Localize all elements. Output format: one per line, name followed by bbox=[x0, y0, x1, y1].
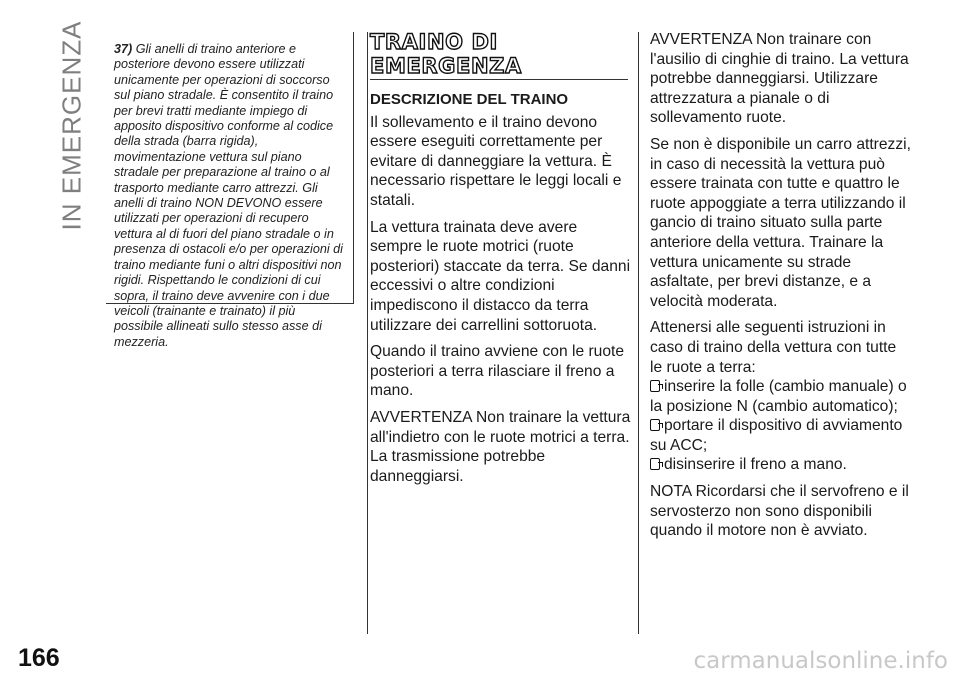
note-paragraph: NOTA Ricordarsi che il servofreno e il servosterzo non sono disponibili quando il motore non è avviato. bbox=[650, 483, 909, 540]
list-item-text: disinserire il freno a mano. bbox=[664, 456, 847, 474]
arrow-bullet-icon bbox=[650, 380, 660, 392]
watermark: carmanualsonline.info bbox=[693, 648, 948, 674]
chapter-side-tab-label: IN EMERGENZA bbox=[56, 20, 87, 230]
section-subheading: DESCRIZIONE DEL TRAINO bbox=[370, 91, 569, 108]
middle-column bbox=[370, 28, 632, 493]
title-underline bbox=[370, 79, 628, 80]
list-item bbox=[650, 455, 912, 475]
list-item-text: inserire la folle (cambio manuale) o la posizione N (cambio automatico); bbox=[650, 378, 907, 415]
paragraph: Quando il traino avviene con le ruote posteriori a terra rilasciare il freno a mano. bbox=[370, 343, 624, 400]
paragraph: Se non è disponibile un carro attrezzi, in caso di necessità la vettura può essere trainata con tutte e quattro le ruote appoggiate a terra utilizzando il gancio di traino situato sulla parte anteriore della vettura. Trainare la vettura unicamente su strade asfaltate, per brevi distanze, e a velocità moderata. bbox=[650, 135, 911, 310]
footnote-text: Gli anelli di traino anteriore e posteriore devono essere utilizzati unicamente per operazioni di soccorso sul piano stradale. È consentito il traino per brevi tratti mediante impiego di apposito dispositivo conforme al codice della strada (barra rigida), movimentazione vettura sul piano stradale per preparazione al traino o al trasporto mediante carro attrezzi. Gli anelli di traino NON DEVONO essere utilizzati per operazioni di recupero vettura al di fuori del piano stradale o in presenza di ostacoli e/o per operazioni di traino mediante funi o altri dispositivi non rigidi. Rispettando le condizioni di cui sopra, il traino deve avvenire con i due veicoli (trainante e trainato) il più possibile allineati sullo stesso asse di mezzeria. bbox=[114, 42, 343, 349]
chapter-side-tab bbox=[52, 20, 92, 230]
column-divider-left bbox=[367, 32, 368, 634]
footnote-box bbox=[106, 32, 354, 349]
section-title-line-2: EMERGENZA bbox=[370, 54, 522, 78]
warning-paragraph: AVVERTENZA Non trainare la vettura all'indietro con le ruote motrici a terra. La trasmissione potrebbe danneggiarsi. bbox=[370, 408, 631, 485]
page-number: 166 bbox=[18, 644, 60, 672]
paragraph: Attenersi alle seguenti istruzioni in caso di traino della vettura con tutte le ruote a terra: bbox=[650, 319, 897, 376]
arrow-bullet-icon bbox=[650, 458, 660, 470]
warning-paragraph: AVVERTENZA Non trainare con l'ausilio di cinghie di traino. La vettura potrebbe danneggiarsi. Utilizzare attrezzatura a pianale o di sollevamento ruote. bbox=[650, 31, 909, 127]
arrow-bullet-icon bbox=[650, 419, 660, 431]
list-item-text: portare il dispositivo di avviamento su ACC; bbox=[650, 417, 903, 454]
right-column bbox=[650, 30, 912, 548]
footnote-number: 37) bbox=[114, 42, 133, 56]
list-item bbox=[650, 377, 912, 416]
list-item bbox=[650, 416, 912, 455]
section-title-line-1: TRAINO DI bbox=[370, 30, 498, 54]
column-divider-right bbox=[638, 32, 639, 634]
paragraph: Il sollevamento e il traino devono essere eseguiti correttamente per evitare di danneggiare la vettura. È necessario rispettare le leggi locali e statali. bbox=[370, 113, 622, 209]
paragraph: La vettura trainata deve avere sempre le ruote motrici (ruote posteriori) staccate da terra. Se danni eccessivi o altre condizioni impediscono il distacco da terra utilizzare dei carrellini sottoruota. bbox=[370, 218, 631, 334]
